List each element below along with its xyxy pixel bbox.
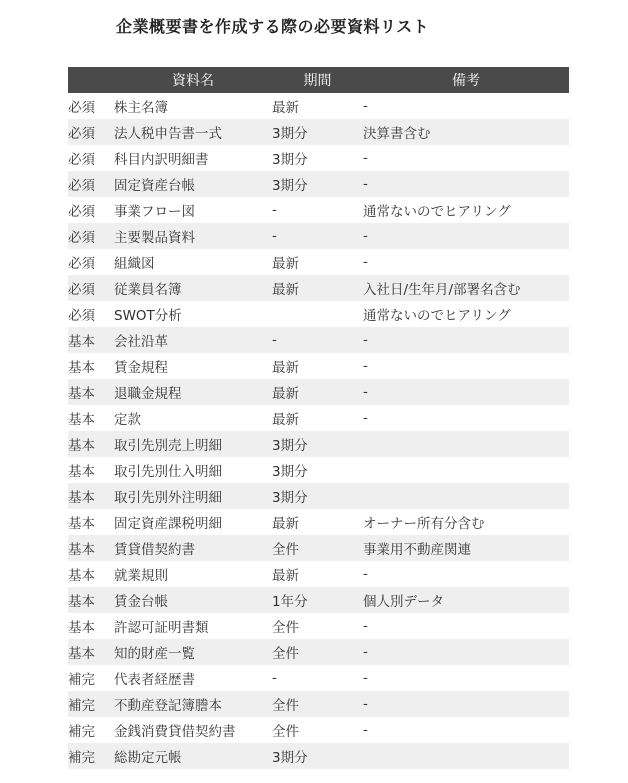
row-document-name: 法人税申告書一式 [114,119,272,145]
row-period: 全件 [272,691,363,717]
row-note: - [363,691,569,717]
table-row [68,275,569,301]
row-period: 全件 [272,724,299,740]
row-period: - [272,202,277,218]
table-row [68,119,569,145]
row-period: 最新 [272,360,299,376]
table-row [68,171,569,197]
row-document-name: 許認可証明書類 [114,620,209,636]
row-note: オーナー所有分含む [363,516,485,532]
table-row [68,665,569,691]
row-category: 補完 [68,724,95,740]
row-note: 入社日/生年月/部署名含む [363,275,569,301]
row-category: 基本 [68,327,114,353]
row-category: 必須 [68,171,114,197]
row-category: 必須 [68,256,95,272]
row-document-name: 就業規則 [114,568,168,584]
row-note: 通常ないのでヒアリング [363,308,511,324]
row-note: - [363,358,368,374]
row-category: 基本 [68,516,95,532]
table-body [68,93,569,769]
table-row [68,717,569,743]
row-note: - [363,254,368,270]
row-note: - [363,566,368,582]
table-row [68,223,569,249]
row-document-name: 主要製品資料 [114,223,272,249]
row-category: 必須 [68,119,114,145]
row-document-name: 組織図 [114,256,155,272]
row-category: 基本 [68,639,114,665]
row-category: 基本 [68,379,114,405]
row-note: - [363,722,368,738]
row-period: 3期分 [272,743,363,769]
header-period: 期間 [272,67,363,93]
row-document-name: 賃金台帳 [114,587,272,613]
table-row [68,249,569,275]
row-category: 基本 [68,568,95,584]
row-note: 通常ないのでヒアリング [363,204,511,220]
row-document-name: 取引先別仕入明細 [114,464,222,480]
table-row [68,431,569,457]
row-period: 最新 [272,275,363,301]
row-document-name: 固定資産台帳 [114,171,272,197]
row-document-name: 科目内訳明細書 [114,152,209,168]
row-period: 全件 [272,639,363,665]
row-note: - [363,327,569,353]
row-document-name: 定款 [114,412,141,428]
row-document-name: 賃金規程 [114,360,168,376]
table-header-row [68,67,569,93]
row-note: - [363,98,368,114]
row-category: 基本 [68,412,95,428]
table-row [68,743,569,769]
table-row [68,301,569,327]
row-period: 3期分 [272,152,308,168]
row-period: 1年分 [272,587,363,613]
table-row [68,639,569,665]
row-category: 基本 [68,360,95,376]
row-document-name: 退職金規程 [114,379,272,405]
header-document-name: 資料名 [114,67,272,93]
row-note: - [363,150,368,166]
table-row [68,561,569,587]
row-period: 最新 [272,412,299,428]
row-period [272,301,363,327]
table-row [68,587,569,613]
table-row [68,483,569,509]
row-period: - [272,670,277,686]
row-period: - [272,223,363,249]
row-note: - [363,379,569,405]
row-period: 3期分 [272,431,363,457]
row-category: 基本 [68,483,114,509]
row-period: 3期分 [272,483,363,509]
row-category: 必須 [68,223,114,249]
table-row [68,691,569,717]
row-category: 補完 [68,672,95,688]
row-document-name: 代表者経歴書 [114,672,195,688]
table-row [68,379,569,405]
row-note: - [363,171,569,197]
row-note [363,483,569,509]
row-note: 個人別データ [363,587,569,613]
required-documents-table [68,67,569,769]
row-document-name: 総勘定元帳 [114,743,272,769]
row-document-name: 賃貸借契約書 [114,535,272,561]
row-period: 最新 [272,100,299,116]
page-title: 企業概要書を作成する際の必要資料リスト [116,17,430,36]
row-document-name: 知的財産一覧 [114,639,272,665]
row-period: 最新 [272,256,299,272]
row-category: 必須 [68,275,114,301]
row-note: 決算書含む [363,119,569,145]
row-period: 全件 [272,620,299,636]
row-note: 事業用不動産関連 [363,535,569,561]
row-category: 必須 [68,204,95,220]
row-period: - [272,327,363,353]
row-document-name: 不動産登記簿謄本 [114,691,272,717]
row-period: 3期分 [272,171,363,197]
row-period: 最新 [272,516,299,532]
row-document-name: 株主名簿 [114,100,168,116]
row-document-name: 取引先別外注明細 [114,483,272,509]
row-note [363,431,569,457]
table-row [68,353,569,379]
row-period: 最新 [272,568,299,584]
row-category: 基本 [68,535,114,561]
row-note: - [363,410,368,426]
row-category: 必須 [68,308,95,324]
row-note: - [363,223,569,249]
table-row [68,457,569,483]
row-note [363,457,569,483]
row-document-name: 取引先別売上明細 [114,431,272,457]
table-row [68,145,569,171]
row-category: 必須 [68,100,95,116]
row-category: 必須 [68,152,95,168]
row-category: 補完 [68,691,114,717]
row-note [363,743,569,769]
table-row [68,535,569,561]
header-note: 備考 [363,67,569,93]
row-note: - [363,670,368,686]
table-row [68,405,569,431]
row-category: 補完 [68,743,114,769]
table-row [68,327,569,353]
table-row [68,197,569,223]
row-document-name: 固定資産課税明細 [114,516,222,532]
row-note: - [363,618,368,634]
row-period: 全件 [272,535,363,561]
row-category: 基本 [68,431,114,457]
table-row [68,509,569,535]
header-category [68,67,114,93]
row-document-name: 従業員名簿 [114,275,272,301]
row-category: 基本 [68,587,114,613]
row-category: 基本 [68,620,95,636]
row-document-name: 会社沿革 [114,327,272,353]
table-row [68,93,569,119]
row-note: - [363,639,569,665]
table-row [68,613,569,639]
row-document-name: 金銭消費貸借契約書 [114,724,236,740]
row-category: 基本 [68,464,95,480]
row-period: 3期分 [272,119,363,145]
row-period: 最新 [272,379,363,405]
row-document-name: 事業フロー図 [114,204,195,220]
row-period: 3期分 [272,464,308,480]
row-document-name: SWOT分析 [114,308,182,324]
